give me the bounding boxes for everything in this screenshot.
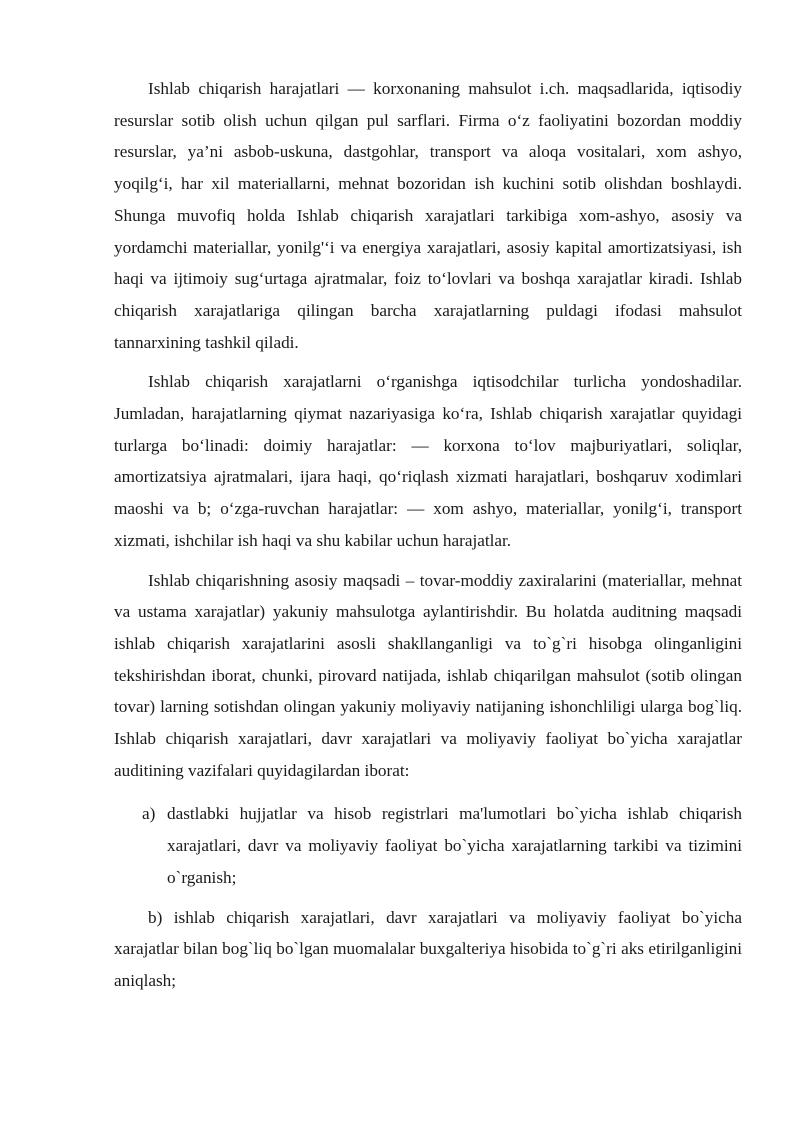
list-item-b: b) ishlab chiqarish xarajatlari, davr xarajatlari va moliyaviy faoliyat bo`yicha xarajatlar bilan bog`liq bo`lgan muomalalar buxgalteriya hisobida to`g`ri aks etirilganligini aniqlash;: [114, 907, 742, 990]
paragraph-audit-objectives: Ishlab chiqarishning asosiy maqsadi – tovar-moddiy zaxiralarini (materiallar, mehnat va ustama xarajatlar) yakuniy mahsulotga aylantirishdir. Bu holatda auditning maqsadi ishlab chiqarish xarajatlarini asosli shakllanganligi va to`g`ri hisobga olinganligini tekshirishdan iborat, chunki, pirovard natijada, ishlab chiqarilgan mahsulot (sotib olingan tovar) larning sotishdan olingan yakuniy moliyaviy natijaning ishonchliligi ularga bog`liq. Ishlab chiqarish xarajatlari, davr xarajatlari va moliyaviy faoliyat bo`yicha xarajatlar auditining vazifalari quyidagilardan iborat:: [114, 570, 742, 780]
list-item-a: [114, 798, 742, 893]
list-marker-a: a): [142, 804, 156, 824]
list-item-a-text: dastlabki hujjatlar va hisob registrlari ma'lumotlari bo`yicha ishlab chiqarish xarajatlari, davr va moliyaviy faoliyat bo`yicha xarajatlarning tarkibi va tizimini o`rganish;: [167, 804, 742, 887]
paragraph-cost-classification: Ishlab chiqarish xarajatlarni o‘rganishga iqtisodchilar turlicha yondoshadilar. Jumladan, harajatlarning qiymat nazariyasiga ko‘ra, Ishlab chiqarish xarajatlar quyidagi turlarga bo‘linadi: doimiy harajatlar: — korxona to‘lov majburiyatlari, soliqlar, amortizatsiya ajratmalari, ijara haqi, qo‘riqlash xizmati harajatlari, boshqaruv xodimlari maoshi va b; o‘zga-ruvchan harajatlar: — xom ashyo, materiallar, yonilg‘i, transport xizmati, ishchilar ish haqi va shu kabilar uchun harajatlar.: [114, 372, 742, 550]
paragraph-production-costs-definition: Ishlab chiqarish harajatlari — korxonaning mahsulot i.ch. maqsadlarida, iqtisodiy resurslar sotib olish uchun qilgan pul sarflari. Firma o‘z faoliyatini bozordan moddiy resurslar, ya’ni asbob-uskuna, dastgohlar, transport va aloqa vositalari, xom ashyo, yoqilg‘i, har xil materiallarni, mehnat bozoridan ish kuchini sotib olishdan boshlaydi. Shunga muvofiq holda Ishlab chiqarish xarajatlari tarkibiga xom-ashyo, asosiy va yordamchi materiallar, yonilg'‘i va energiya xarajatlari, asosiy kapital amortizatsiyasi, ish haqi va ijtimoiy sug‘urtaga ajratmalar, foiz to‘lovlari va boshqa xarajatlar kiradi. Ishlab chiqarish xarajatlariga qilingan barcha xarajatlarning puldagi ifodasi mahsulot tannarxining tashkil qiladi.: [114, 79, 742, 352]
document-body: [114, 73, 742, 997]
